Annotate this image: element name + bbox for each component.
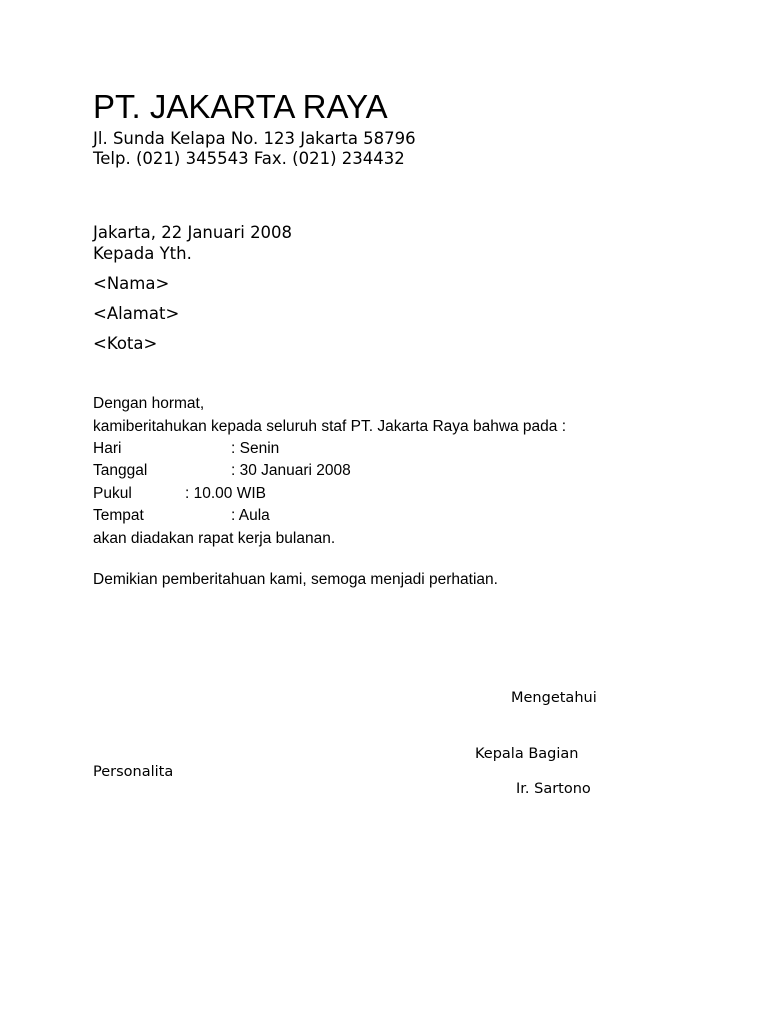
signature-acknowledge: Mengetahui (511, 690, 597, 706)
recipient-name: <Nama> (93, 274, 170, 293)
recipient-city: <Kota> (93, 334, 158, 353)
detail-value-time: : 10.00 WIB (185, 485, 266, 502)
company-address: Jl. Sunda Kelapa No. 123 Jakarta 58796 (93, 129, 416, 148)
detail-label-day: Hari (93, 440, 122, 457)
detail-value-day: : Senin (231, 440, 280, 457)
signature-position-line2: Personalita (93, 764, 174, 780)
detail-label-time: Pukul (93, 485, 132, 502)
letter-date: Jakarta, 22 Januari 2008 (93, 223, 293, 242)
signature-position-line1: Kepala Bagian (475, 746, 579, 762)
detail-value-place: : Aula (231, 507, 270, 524)
intro-text: kamiberitahukan kepada seluruh staf PT. Jakarta Raya bahwa pada : (93, 418, 567, 435)
detail-label-date: Tanggal (93, 462, 148, 479)
detail-label-place: Tempat (93, 507, 144, 524)
outro-text: akan diadakan rapat kerja bulanan. (93, 530, 336, 547)
greeting: Dengan hormat, (93, 395, 205, 412)
recipient-address: <Alamat> (93, 304, 180, 323)
signature-name: Ir. Sartono (516, 781, 591, 797)
company-contact: Telp. (021) 345543 Fax. (021) 234432 (93, 149, 405, 168)
company-name: PT. JAKARTA RAYA (93, 88, 388, 125)
detail-value-date: : 30 Januari 2008 (231, 462, 351, 479)
closing-text: Demikian pemberitahuan kami, semoga menjadi perhatian. (93, 571, 498, 588)
recipient-salutation: Kepada Yth. (93, 244, 192, 263)
